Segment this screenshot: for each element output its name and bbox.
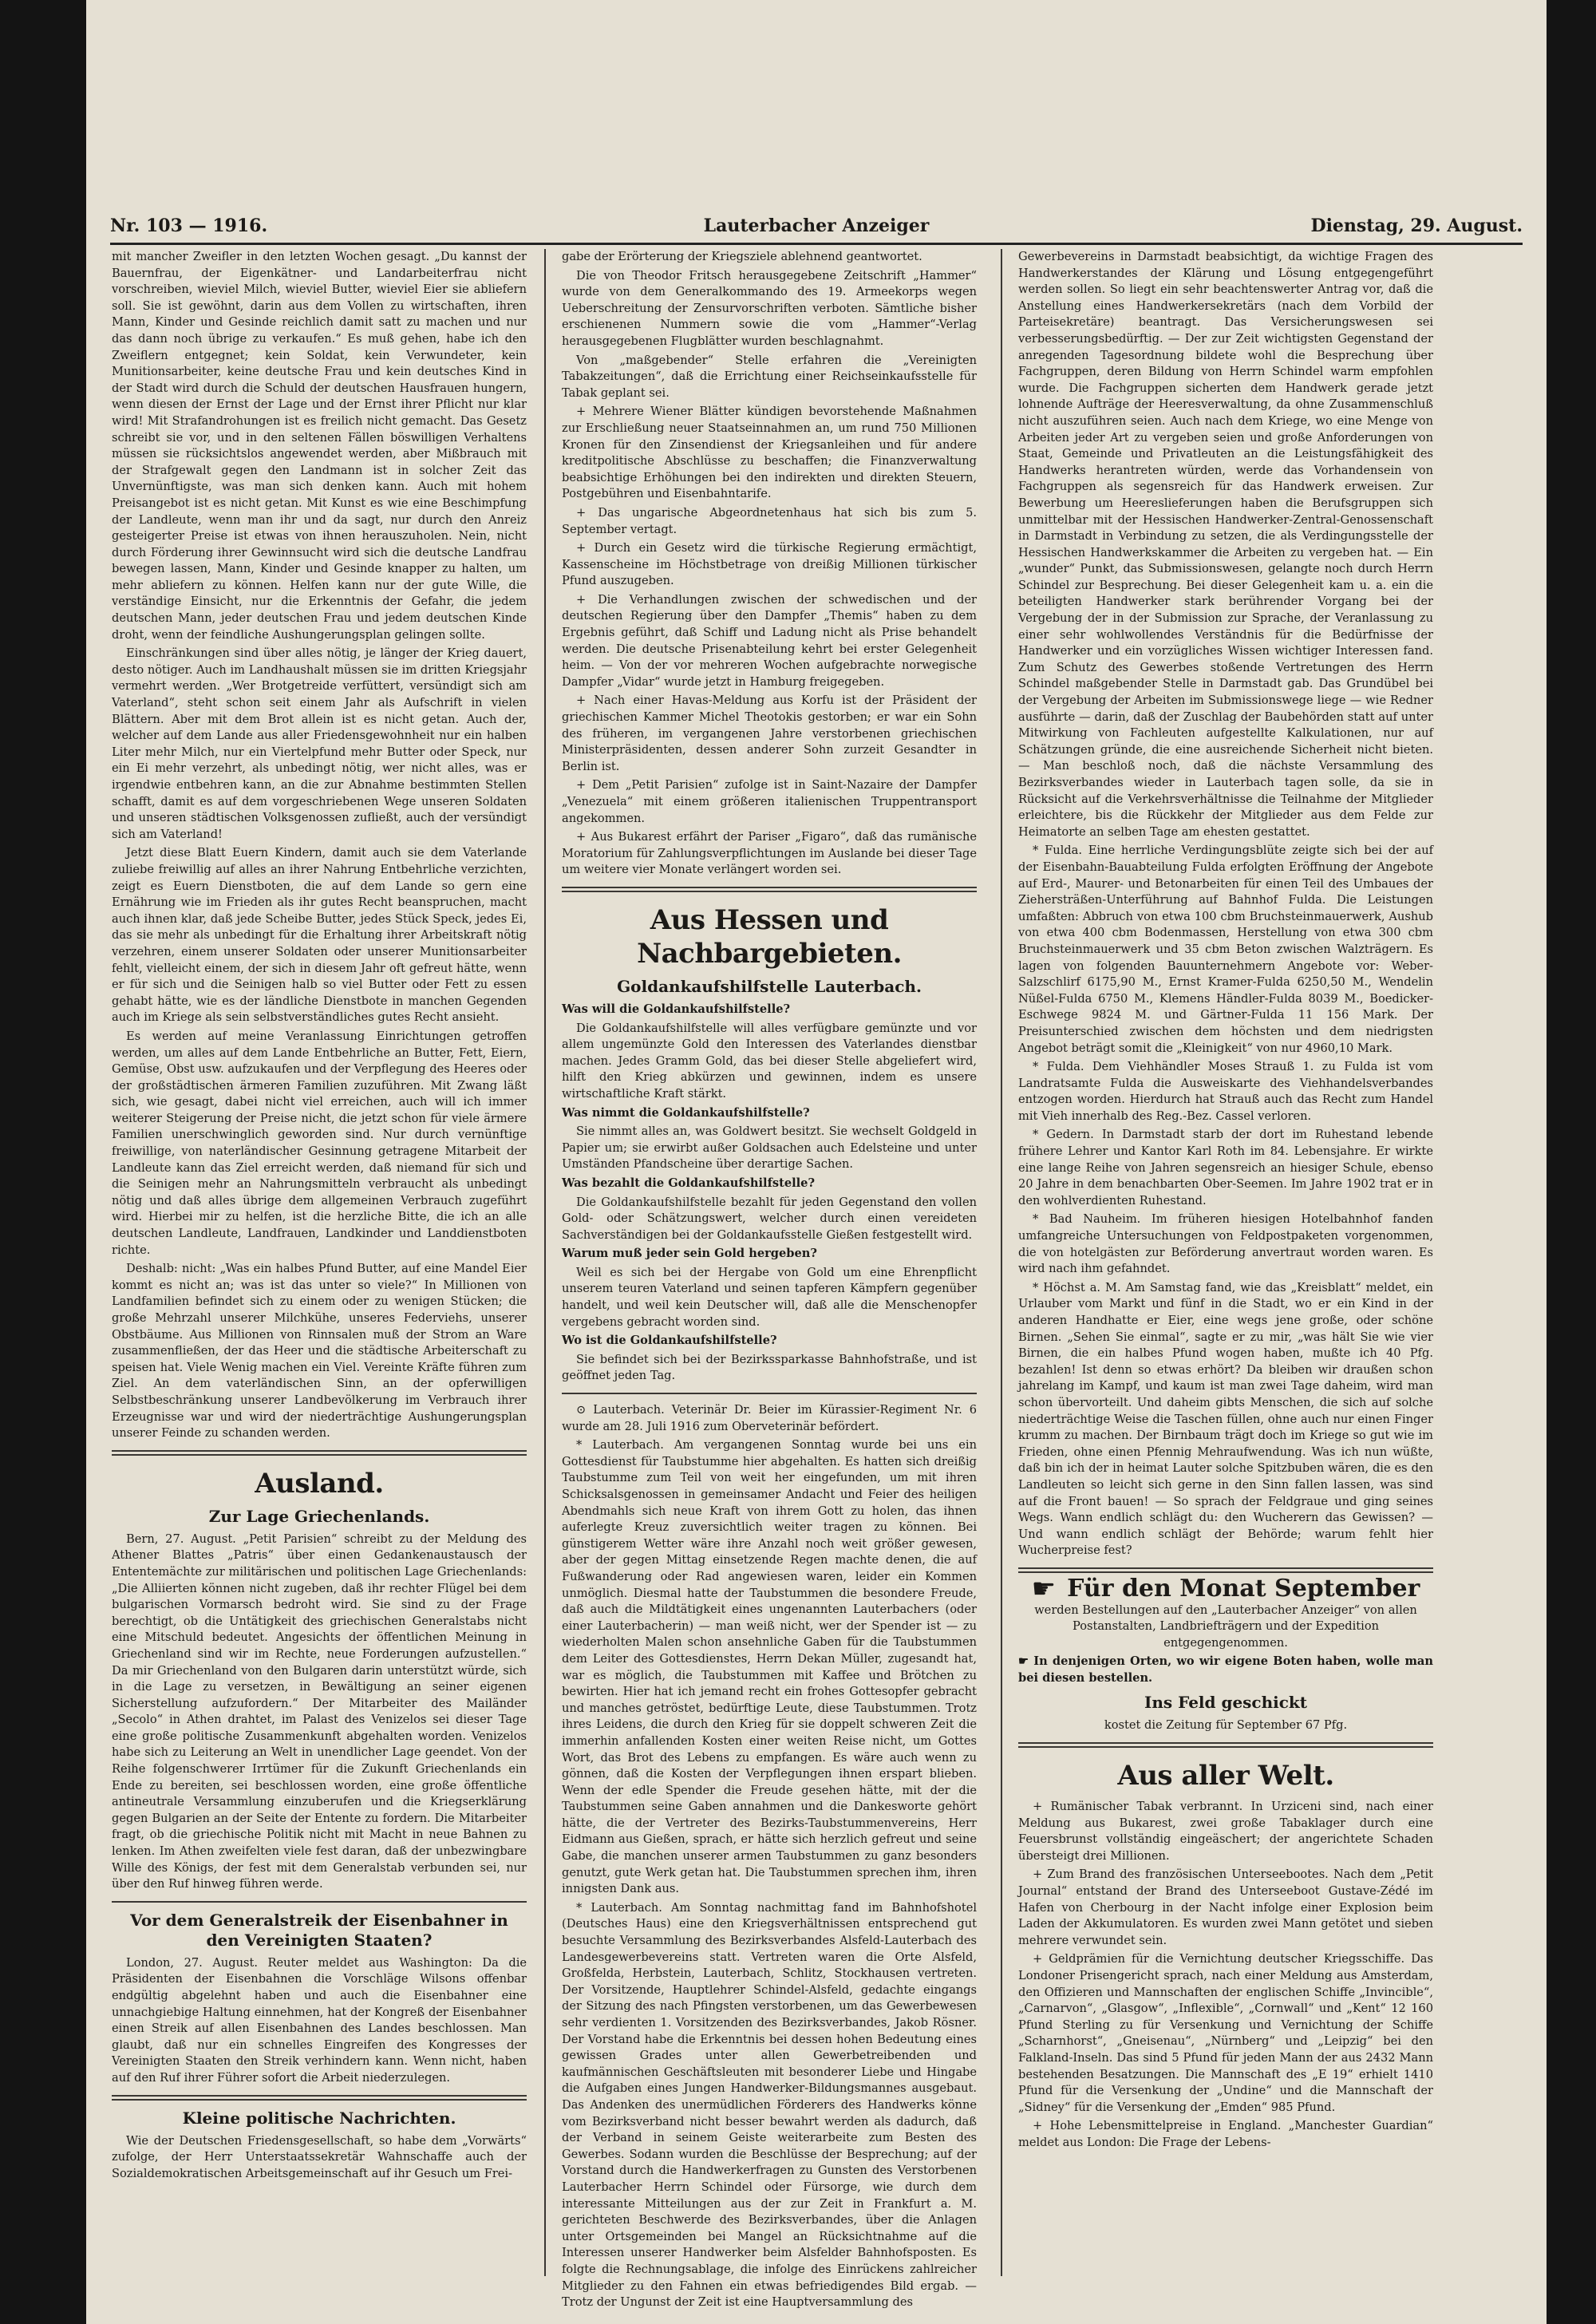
headline-generalstreik: Vor dem Generalstreik der Eisenbahner in den Vereinigten Staaten? (130, 1910, 508, 1950)
news-item: + Aus Bukarest erfährt der Pariser „Figaro“, daß das rumänische Moratorium für Zahlungsverpflichtungen im Auslande bei dieser Tage um weitere vier Monate verlängert worden sei. (562, 830, 977, 877)
banner-note (1018, 1654, 1433, 1686)
local-news-item: * Lauterbach. Am vergangenen Sonntag wurde bei uns ein Gottesdienst für Taubstumme hier abgehalten. Es hatten sich dreißig Taubstumme zum Teil von weit her eingefunden, um mit ihren Schicksalsgenossen in gemeinsamer Andacht und Feier des heiligen Abendmahls sich neue Kraft von ihrem Gott zu holen, das ihnen auferlegte Kreuz zuversichtlich weiter tragen zu können. Bei günstigerem Wetter wäre ihre Anzahl noch weit größer gewesen, aber der gegen Mittag einsetzende Regen machte denen, die auf Fußwanderung oder Rad angewiesen waren, leider ein Kommen unmöglich. Diesmal hatte der Taubstummen die besondere Freude, daß auch die Mildtätigkeit eines ungenannten Lauterbachers (oder einer Lauterbacherin) — man weiß nicht, wer der Spender ist — zu wiederholten Malen schon ansehnliche Gaben für die Taubstummen dem Leiter des Gottesdienstes, Herrn Dekan Müller, zugesandt hat, war es möglich, die Taubstummen mit Kaffee und Brötchen zu bewirten. Hier hat ich jemand recht ein frohes Gottesopfer gebracht und manches getröstet, bedürftige Leute, diese Taubstummen. Trotz ihres Leidens, die durch den Krieg für sie doppelt schweren Zeit die immerhin anfallenden Kosten einer weiten Reise nicht, um Gottes Wort, das Brot des Lebens zu empfangen. Es wäre auch wenn zu gönnen, daß die Kosten der Verpflegungen ihnen erspart blieben. Wenn der edle Spender die Freude gesehen hätte, mit der die Taubstummen seine Gaben annahmen und die Dankesworte gehört hätte, die der Vertreter des Bezirks-Taubstummenvereins, Herr Eidmann aus Gießen, sprach, er hätte sich herzlich gefreut und seine Gabe, die manchen unserer armen Taubstummen zu ganz besonders genutzt, gute Werk getan hat. Die Taubstummen sprechen ihm, ihren innigsten Dank aus. (562, 1438, 977, 1896)
article-paragraph: Einschränkungen sind über alles nötig, je länger der Krieg dauert, desto nötiger. Auch im Landhaushalt müssen sie im dritten Kriegsjahr vermehrt werden. „Wer Brotgetreide verfüttert, versündigt sich am Vaterland“, steht schon seit einem Jahr als Aufschrift in vielen Blättern. Aber mit dem Brot allein ist es nicht getan. Auch der, welcher auf dem Lande aus aller Friedensgewohnheit nur ein halben Liter mehr Milch, nur ein Viertelpfund mehr Butter oder Speck, nur ein Ei mehr verzehrt, als unbedingt nötig, wer nicht alles, was er irgendwie entbehren kann, an die zur Abnahme bestimmten Stellen schafft, damit es auf dem vorgeschriebenen Wege unseren Soldaten und unseren städtischen Volksgenossen zufließt, auch der versündigt sich am Vaterland! (112, 646, 527, 841)
faq-answer: Die Goldankaufshilfstelle will alles verfügbare gemünzte und vor allem ungemünzte Gold den Interessen des Vaterlandes dienstbar machen. Jedes Gramm Gold, das bei dieser Stelle abgeliefert wird, hilft den Krieg abkürzen und gewinnen, indem es unsere wirtschaftliche Kraft stärkt. (562, 1021, 977, 1101)
page-header (110, 209, 1523, 245)
local-news-item: * Fulda. Dem Viehhändler Moses Strauß 1. zu Fulda ist vom Landratsamte Fulda die Ausweiskarte des Viehhandelsverbandes entzogen worden. Hierdurch hat Strauß auch das Recht zum Handel mit Vieh innerhalb des Reg.-Bez. Cassel verloren. (1018, 1060, 1433, 1123)
local-news-item: * Gedern. In Darmstadt starb der dort im Ruhestand lebende frühere Lehrer und Kantor Karl Roth im 84. Lebensjahre. Er wirkte eine lange Reihe von Jahren segensreich an hiesiger Schule, ebenso 20 Jahre in dem benachbarten Ober-Seemen. Im Jahre 1902 trat er in den wohlverdienten Ruhestand. (1018, 1128, 1433, 1207)
news-item: + Mehrere Wiener Blätter kündigen bevorstehende Maßnahmen zur Erschließung neuer Staatseinnahmen an, um rund 750 Millionen Kronen für den Zinsendienst der Kriegsanleihen und für andere kreditpolitische Abschlüsse zu beschaffen; die Finanzverwaltung beabsichtige Erhöhungen bei den indirekten und direkten Steuern, Postgebühren und Eisenbahntarife. (562, 405, 977, 501)
faq-question: Was nimmt die Goldankaufshilfstelle? (562, 1105, 810, 1120)
section-divider (112, 2095, 527, 2101)
faq-answer: Weil es sich bei der Hergabe von Gold um eine Ehrenpflicht unserem teuren Vaterland und seinen tapferen Kämpfern gegenüber handelt, und weil kein Deutscher will, daß alle die Menschenopfer vergebens gebracht worden sind. (562, 1265, 977, 1329)
news-item: gabe der Erörterung der Kriegsziele ablehnend geantwortet. (562, 250, 922, 263)
local-news-item: * Höchst a. M. Am Samstag fand, wie das „Kreisblatt“ meldet, ein Urlauber vom Markt und fünf in die Stadt, wo er ein Kind in der anderen Handhatte er Eier, eine wegs jene große, oder schöne Birnen. „Sehen Sie einmal“, sagte er zu mir, „was hält Sie wie vier Birnen, die ein halbes Pfund wogen haben, mußte ich 40 Pfg. bezahlen! Ist denn so etwas erhört? Da bleiben wir draußen schon jahrelang im Kampf, und kaum ist man zwei Tage daheim, wird man schon übervorteilt. Und daheim gibts Menschen, die sich auf solche niederträchtige Weise die Taschen füllen, ohne auch nur einen Finger krumm zu machen. Der Birnbaum trägt doch im Kriege so gut wie im Frieden, ohne einen Pfennig Mehraufwendung. Was ich nun wüßte, daß bin ich der in heimat Lauter solche Spitzbuben wären, die es den Landleuten so leicht sich gerne in den Sinn fallen lassen, was sind auf die Front bauen! — So sprach der Feldgraue und ging seines Wegs. Wann endlich schlägt du: den Wucherern das Gewissen? — Und wann endlich schlägt der Behörde; warum fehlt hier Wucherpreise fest? (1018, 1280, 1433, 1558)
newspaper-title: Lauterbacher Anzeiger (703, 215, 930, 236)
faq-question: Was bezahlt die Goldankaufshilfstelle? (562, 1176, 816, 1190)
article-paragraph: Jetzt diese Blatt Euern Kindern, damit auch sie dem Vaterlande zuliebe freiwillig auf alles an ihrer Nahrung Entbehrliche verzichten, zeigt es Euern Dienstboten, die auf dem Lande so gern eine Ernährung wie im Frieden als ihr gutes Recht beanspruchen, macht auch ihnen klar, daß jede Scheibe Butter, jedes Stück Speck, jedes Ei, das sie mehr als unbedingt für die Erhaltung ihrer Arbeitskraft nötig verzehren, einem unserer Soldaten oder unserer Munitionsarbeiter fehlt, vielleicht einem, der sich in diesem Jahr oft gefreut hätte, wenn er für sich und die Seinigen halb so viel Butter oder Fett zu essen gehabt hätte, wie es der ländliche Dienstbote in manchen Gegenden auch im Kriege als sein selbstverständliches gutes Recht ansieht. (112, 846, 527, 1025)
faq-answer: Sie nimmt alles an, was Goldwert besitzt. Sie wechselt Goldgeld in Papier um; sie erwirbt außer Goldsachen auch Edelsteine und unter Umständen Pfandscheine über derartige Sachen. (562, 1124, 977, 1172)
news-item: + Zum Brand des französischen Unterseebootes. Nach dem „Petit Journal“ entstand der Brand des Unterseeboot Gustave-Zédé im Hafen von Cherbourg in der Nacht infolge einer Explosion beim Laden der Akkumulatoren. Es wurden zwei Mann getötet und sieben mehrere verwundet sein. (1018, 1868, 1433, 1947)
faq-answer: Sie befindet sich bei der Bezirkssparkasse Bahnhofstraße, und ist geöffnet jeden Tag. (562, 1352, 977, 1383)
headline-kleine-nachrichten: Kleine politische Nachrichten. (182, 2108, 456, 2128)
local-news-item: * Bad Nauheim. Im früheren hiesigen Hotelbahnhof fanden umfangreiche Untersuchungen von Feldpostpaketen vorgenommen, die von hotelgästen zur Beförderung anvertraut worden waren. Es wird nach ihm gefahndet. (1018, 1212, 1433, 1276)
news-item: Die von Theodor Fritsch herausgegebene Zeitschrift „Hammer“ wurde von dem Generalkommando des 19. Armeekorps wegen Ueberschreitung der Zensurvorschriften verboten. Sämtliche bisher erschienenen Nummern sowie die vom „Hammer“-Verlag herausgegebenen Flugblätter wurden beschlagnahmt. (562, 268, 977, 348)
newspaper-page (86, 0, 1547, 2324)
faq-answer: Die Goldankaufshilfstelle bezahlt für jeden Gegenstand den vollen Gold- oder Schätzungswert, welcher durch einen vereideten Sachverständigen bei der Goldankaufsstelle Gießen festgestellt wird. (562, 1195, 977, 1242)
issue-number: Nr. 103 — 1916. (110, 215, 268, 236)
news-item: Von „maßgebender“ Stelle erfahren die „Vereinigten Tabakzeitungen“, daß die Errichtung einer Reichseinkaufsstelle für Tabak geplant sei. (562, 353, 977, 400)
article-paragraph: Es werden auf meine Veranlassung Einrichtungen getroffen werden, um alles auf dem Lande Entbehrliche an Butter, Fett, Eiern, Gemüse, Obst usw. aufzukaufen und der Verpflegung des Heeres oder der großstädtischen ärmeren Familien zuzuführen. Mit Zwang läßt sich, wie gesagt, dabei nicht viel erreichen, auch will ich immer weiterer Steigerung der Preise nicht, die jetzt schon für viele ärmere Familien unerschwinglich geworden sind. Nur durch vernünftige freiwillige, von naterländischer Gesinnung getragene Mitarbeit der Landleute kann das Ziel erreicht werden, daß niemand für sich und die Seinigen mehr an Nahrungsmitteln verbraucht als unbedingt nötig und daß alles übrige dem allgemeinen Verbrauch zugeführt wird. Hierbei mir zu helfen, ist die herzliche Bitte, die ich an alle deutschen Landleute, Landfrauen, Landkinder und Landdienstboten richte. (112, 1029, 527, 1257)
banner-note-text: In denjenigen Orten, wo wir eigene Boten haben, wolle man bei diesen bestellen. (1018, 1654, 1434, 1685)
section-title-aus-aller-welt: Aus aller Welt. (1117, 1760, 1334, 1792)
news-item: + Das ungarische Abgeordnetenhaus hat sich bis zum 5. September vertagt. (562, 505, 977, 536)
local-news-item: * Lauterbach. Am Sonntag nachmittag fand im Bahnhofshotel (Deutsches Haus) eine den Kriegsverhältnissen entsprechend gut besuchte Versammlung des Bezirksverbandes Alsfeld-Lauterbach des Landesgewerbevereins statt. Vertreten waren die Orte Alsfeld, Großfelda, Herbstein, Lauterbach, Schlitz, Stockhausen vertreten. Der Vorsitzende, Hauptlehrer Schindel-Alsfeld, gedachte eingangs der Sitzung des nach Pfingsten verstorbenen, um das Gewerbewesen sehr verdienten 1. Vorsitzenden des Bezirksverbandes, Jakob Rösner. Der Vorstand habe die Erkenntnis bei dessen hohen Bedeutung eines gewissen Grades unter allen Gewerbetreibenden und kaufmännischen Geschäftsleuten mit besonderer Liebe und Hingabe die Aufgaben eines Jungen Handwerker-Bildungsmannes ausgebaut. Das Andenken des unermüdlichen Förderers des Handwerks könne vom Bezirksverband nicht besser bewahrt werden als dadurch, daß der Verband in seinem Geiste weiterarbeite zum Besten des Gewerbes. Sodann wurden die Beschlüsse der Besprechung; auf der Vorstand durch die Handwerkerfragen zu Gunsten des Verstorbenen Lauterbacher Herrn Schindel oder Fürsorge, wie durch dem interessante Mitteilungen aus der zur Zeit in Frankfurt a. M. gerichteten Beschwerde des Bezirksverbandes, über die Anlagen unter Ortsgemeinden bei Mangel an Rücksichtnahme auf die Interessen unserer Handwerker beim Alsfelder Bahnhofsposten. Es folgte die Rechnungsablage, die infolge des Einrückens zahlreicher Mitglieder zu den Fahnen ein etwas befriedigendes Bild ergab. — Trotz der Ungunst der Zeit ist eine Hauptversammlung des (562, 1900, 977, 2310)
section-divider (1018, 1742, 1433, 1748)
issue-date: Dienstag, 29. August. (1310, 215, 1523, 236)
section-divider (112, 1450, 527, 1456)
banner-title: Für den Monat September (1067, 1574, 1420, 1603)
local-news-item: ⊙ Lauterbach. Veterinär Dr. Beier im Kürassier-Regiment Nr. 6 wurde am 28. Juli 1916 zum Oberveterinär befördert. (562, 1403, 977, 1433)
subscription-banner (1018, 1572, 1433, 1605)
article-divider (112, 1901, 527, 1903)
news-item: + Rumänischer Tabak verbrannt. In Urziceni sind, nach einer Meldung aus Bukarest, zwei große Tabaklager durch eine Feuersbrunst vollständig eingeäschert; der angerichtete Schaden übersteigt drei Millionen. (1018, 1800, 1433, 1863)
news-item: + Hohe Lebensmittelpreise in England. „Manchester Guardian“ meldet aus London: Die Frage der Lebens- (1018, 2119, 1433, 2149)
news-item: + Durch ein Gesetz wird die türkische Regierung ermächtigt, Kassenscheine im Höchstbetrage von dreißig Millionen türkischer Pfund auszugeben. (562, 541, 977, 588)
faq-question: Wo ist die Goldankaufshilfstelle? (562, 1334, 777, 1348)
article-paragraph: Bern, 27. August. „Petit Parisien“ schreibt zu der Meldung des Athener Blattes „Patris“ über einen Gedankenaustausch der Ententemächte zur militärischen und politischen Lage Griechenlands: „Die Alliierten können nicht zugeben, daß ihr rechter Flügel bei dem bulgarischen Vormarsch bedroht wird. Sie sind zu der Frage berechtigt, ob die Untätigkeit des griechischen Generalstabs nicht eine Mitschuld bedeutet. Angesichts der öffentlichen Meinung in Griechenland sind wir im Rechte, neue Forderungen aufzustellen.“ Da mir Griechenland von den Bulgaren darin unterstützt würde, sich in die Lage zu versetzen, in Bewältigung an seiner eigenen Sicherstellung aufzufordern.“ Der Mitarbeiter des Mailänder „Secolo“ in Athen drahtet, im Palast des Venizelos sei dieser Tage eine große politische Zusammenkunft abgehalten worden. Venizelos habe sich zu Leiterung an Welt in unendlicher Lage geendet. Von der Reihe folgenschwerer Irrtümer für die Zukunft Griechenlands ein Ende zu bereiten, sei beschlossen worden, eine große öffentliche antineutrale Versammlung einzuberufen und die Kriegserklärung gegen Bulgarien an der Seite der Entente zu fordern. Die Mitarbeiter fragt, ob die griechische Politik nicht mit Macht in neue Bahnen zu lenken. Im Athen zweifelten viele fest daran, daß der unbezwingbare Wille des Königs, der fest mit dem Generalstab verbunden sei, nur über den Ruf hinweg führen werde. (112, 1532, 527, 1891)
news-item: + Nach einer Havas-Meldung aus Korfu ist der Präsident der griechischen Kammer Michel Theotokis gestorben; er war ein Sohn des früheren, im vergangenen Jahre verstorbenen griechischen Ministerpräsidenten, dessen anderer Sohn zurzeit Gesandter in Berlin ist. (562, 694, 977, 773)
article-divider (562, 1393, 977, 1394)
column-1 (112, 249, 527, 2276)
article-paragraph: mit mancher Zweifler in den letzten Wochen gesagt. „Du kannst der Bauernfrau, der Eigenkätner- und Landarbeiterfrau nicht vorschreiben, wieviel Milch, wieviel Butter, wieviel Eier sie abliefern soll. Sie ist gewöhnt, darin aus dem Vollen zu wirtschaften, ihren Mann, Kinder und Gesinde reichlich damit satt zu machen und nur das dann noch übrige zu verkaufen.“ Es muß gehen, habe ich den Zweiflern entgegnet; kein Soldat, kein Verwundeter, kein Munitionsarbeiter, keine deutsche Frau und kein deutsches Kind in der Stadt wird durch die Schuld der deutschen Hausfrauen hungern, wenn diesen der Ernst der Lage und der Ernst ihrer Pflicht nur klar wird! Mit Strafandrohungen ist es freilich nicht gemacht. Das Gesetz schreibt sie vor, und in den seltenen Fällen böswilligen Verhaltens müssen sie rücksichtslos angewendet werden, aber Mißbrauch mit der Strafgewalt gegen den Landmann ist in solcher Zeit das Unvernünftigste, was man sich denken kann. Auch mit hohem Preisangebot ist es nicht getan. Mit Kunst es wie eine Beschimpfung der Landleute, wenn man ihr und da sagt, nur durch den Anreiz gesteigerter Preise ist etwas von ihnen herauszuholen. Nein, nicht durch Förderung ihrer Gewinnsucht wird sich die deutsche Landfrau bewegen lassen, Mann, Kinder und Gesinde knapper zu halten, um mehr abliefern zu können. Helfen kann nur der gute Wille, die verständige Einsicht, nur die Erkenntnis der Gefahr, die jedem deutschen Mann, jeder deutschen Frau und jedem deutschen Kinde droht, wenn der feindliche Aushungerungsplan gelingen sollte. (112, 250, 527, 642)
section-title-ausland: Ausland. (255, 1467, 384, 1500)
headline-ins-feld: Ins Feld geschickt (1144, 1693, 1308, 1713)
feld-price-text: kostet die Zeitung für September 67 Pfg. (1104, 1718, 1348, 1733)
faq-question: Warum muß jeder sein Gold hergeben? (562, 1247, 817, 1261)
local-news-item: * Fulda. Eine herrliche Verdingungsblüte zeigte sich bei der auf der Eisenbahn-Bauabteilung Fulda erfolgten Eröffnung der Angebote auf Erd-, Maurer- und Betonarbeiten für einen Teil des Umbaues der Ziehersträßen-Unterführung auf Bahnhof Fulda. Die Leistungen umfaßten: Abbruch von etwa 100 cbm Bruchsteinmauerwerk, Aushub von etwa 400 cbm Bodenmassen, Herstellung von etwa 300 cbm Bruchsteinmauerwerk und 35 cbm Beton zwischen Walzträgern. Es lagen von folgenden Bauunternehmern Angebote vor: Weber-Salzschlirf 6175,90 M., Ernst Kramer-Fulda 6250,50 M., Wendelin Nüßel-Fulda 6750 M., Klemens Händler-Fulda 8039 M., Boedicker-Eschwege 9824 M. und Gärtner-Fulda 11 156 Mark. Der Preisunterschied zwischen dem höchsten und dem niedrigsten Angebot beträgt somit die „Kleinigkeit“ von nur 4960,10 Mark. (1018, 844, 1433, 1055)
headline-goldankauf: Goldankaufshilfstelle Lauterbach. (617, 976, 922, 996)
local-news-item: Gewerbevereins in Darmstadt beabsichtigt, da wichtige Fragen des Handwerkerstandes der Klärung und Lösung entgegengeführt werden sollen. So liegt ein sehr beachtenswerter Antrag vor, daß die Anstellung eines Handwerkersekretärs (nach dem Vorbild der Parteisekretäre) beantragt. Das Versicherungswesen sei verbesserungsbedürftig. — Der zur Zeit wichtigsten Gegenstand der anregenden Tagesordnung bildete wohl die Besprechung über Fachgruppen, deren Bildung von Herrn Schindel warm empfohlen wurde. Die Fachgruppen sicherten dem Handwerk gerade jetzt lohnende Aufträge der Heeresverwaltung, da ohne Zusammenschluß nicht auszuführen seien. Auch nach dem Kriege, wo eine Menge von Arbeiten jeder Art zu vergeben seien und große Anforderungen von Staat, Gemeinde und Privatleuten an die Leistungsfähigkeit des Handwerks herantreten würden, werde das Vorhandensein von Fachgruppen als segensreich für das Handwerk erweisen. Zur Bewerbung um Heereslieferungen haben die Berufsgruppen sich unmittelbar mit der Hessischen Handwerker-Zentral-Genossenschaft in Darmstadt in Verbindung zu setzen, die als Verdingungsstelle der Hessischen Handwerkskammer die Arbeiten zu vergeben hat. — Ein „wunder“ Punkt, das Submissionswesen, gelangte noch durch Herrn Schindel zur Besprechung. Bei dieser Gelegenheit kam u. a. ein die beteiligten Handwerker stark berührender Vorgang bei der Vergebung der in der Submission zur Sprache, der Veranlassung zu einer sehr wohlwollendes Verständnis für die Bedürfnisse der Handwerker und ein vorzügliches Wissen wichtiger Interessen fand. Zum Schutz des Gewerbes stoßende Vertretungen des Herrn Schindel maßgebender Stelle in Darmstadt gab. Das Grundübel bei der Vergebung der Arbeiten im Submissionswege liege — wie Redner ausführte — darin, daß der Zuschlag der Baubehörden statt auf unter Mitwirkung von Fachleuten aufgestellte Kalkulationen, nur auf Schätzungen gründe, die eine ausreichende Sicherheit nicht bieten. — Man beschloß noch, daß die nächste Versammlung des Bezirksverbandes wieder in Lauterbach tagen solle, da sie in Rücksicht auf die Verkehrsverhältnisse die Teilnahme der Mitglieder erleichtere, bis die Rückkehr der Mitglieder aus dem Felde zur Heimatorte an selben Tage am ehesten gestattet. (1018, 250, 1433, 839)
pointing-hand-icon: ☛ (1031, 1572, 1057, 1605)
pointing-hand-icon: ☛ (1018, 1654, 1034, 1669)
headline-griechenland: Zur Lage Griechenlands. (208, 1506, 430, 1526)
section-title-hessen: Aus Hessen und Nachbargebieten. (637, 903, 902, 970)
faq-question: Was will die Goldankaufshilfstelle? (562, 1002, 791, 1016)
article-paragraph: Deshalb: nicht: „Was ein halbes Pfund Butter, auf eine Mandel Eier kommt es nicht an; was ist das unter so viele?“ In Millionen von Landfamilien befindet sich zu einem oder zu wenigen Stücken; die große Mehrzahl unserer Milchkühe, unseres Federviehs, unserer Obstbäume. Aus Millionen von Rinnsalen muß der Strom an Ware zusammenfließen, der das Heer und die städtische Arbeiterschaft zu speisen hat. Viele Wenig machen ein Viel. Vereinte Kräfte führen zum Ziel. An dem vaterländischen Sinn, an der opferwilligen Selbstbeschränkung unserer Landbevölkerung im Verbrauch ihrer Erzeugnisse war und wird der niederträchtige Aushungerungsplan unserer Feinde zu schanden werden. (112, 1262, 527, 1441)
column-3 (1018, 249, 1433, 2276)
column-rule (1001, 249, 1002, 2276)
section-divider (1018, 1567, 1433, 1573)
article-paragraph: Wie der Deutschen Friedensgesellschaft, so habe dem „Vorwärts“ zufolge, der Herr Unterstaatssekretär Wahnschaffe auch der Sozialdemokratischen Arbeitsgemeinschaft auf ihr Gesuch um Frei- (112, 2133, 527, 2180)
section-divider (562, 887, 977, 892)
article-paragraph: London, 27. August. Reuter meldet aus Washington: Da die Präsidenten der Eisenbahnen die Vorschläge Wilsons offenbar endgültig abgelehnt haben und auch die Eisenbahner eine unnachgiebige Haltung einnehmen, hat der Kongreß der Eisenbahner einen Streik auf allen Eisenbahnen des Landes beschlossen. Man glaubt, daß nur ein schnelles Eingreifen des Kongresses der Vereinigten Staaten den Streik verhindern kann. Wenn nicht, haben auf den Ruf ihrer Führer sofort die Arbeit niederzulegen. (112, 1955, 527, 2085)
column-2 (562, 249, 977, 2310)
news-item: + Die Verhandlungen zwischen der schwedischen und der deutschen Regierung über den Dampfer „Themis“ haben zu dem Ergebnis geführt, daß Schiff und Ladung nicht als Prise behandelt werden. Die deutsche Prisenabteilung kehrt bei erster Gelegenheit heim. — Von der vor mehreren Wochen aufgebrachte norwegische Dampfer „Vidar“ wurde jetzt in Hamburg freigegeben. (562, 592, 977, 689)
news-item: + Dem „Petit Parisien“ zufolge ist in Saint-Nazaire der Dampfer „Venezuela“ mit einem größeren italienischen Truppentransport angekommen. (562, 778, 977, 825)
banner-text: werden Bestellungen auf den „Lauterbacher Anzeiger“ von allen Postanstalten, Landbriefträgern und der Expedition entgegengenommen. (1034, 1603, 1417, 1650)
news-item: + Geldprämien für die Vernichtung deutscher Kriegsschiffe. Das Londoner Prisengericht sprach, nach einer Meldung aus Amsterdam, den Offizieren und Mannschaften der englischen Schiffe „Invincible“, „Carnarvon“, „Glasgow“, „Inflexible“, „Cornwall“ und „Kent“ 12 160 Pfund Sterling zu für Versenkung und Vernichtung der Schiffe „Scharnhorst“, „Gneisenau“, „Nürnberg“ und „Leipzig“ bei den Falkland-Inseln. Das sind 5 Pfund für jeden Mann der aus 2432 Mann bestehenden Besatzungen. Die Mannschaft des „E 19“ erhielt 1410 Pfund für die Versenkung der „Undine“ und die Mannschaft der „Sidney“ für die Versenkung der „Emden“ 985 Pfund. (1018, 1952, 1433, 2114)
column-rule (544, 249, 546, 2276)
